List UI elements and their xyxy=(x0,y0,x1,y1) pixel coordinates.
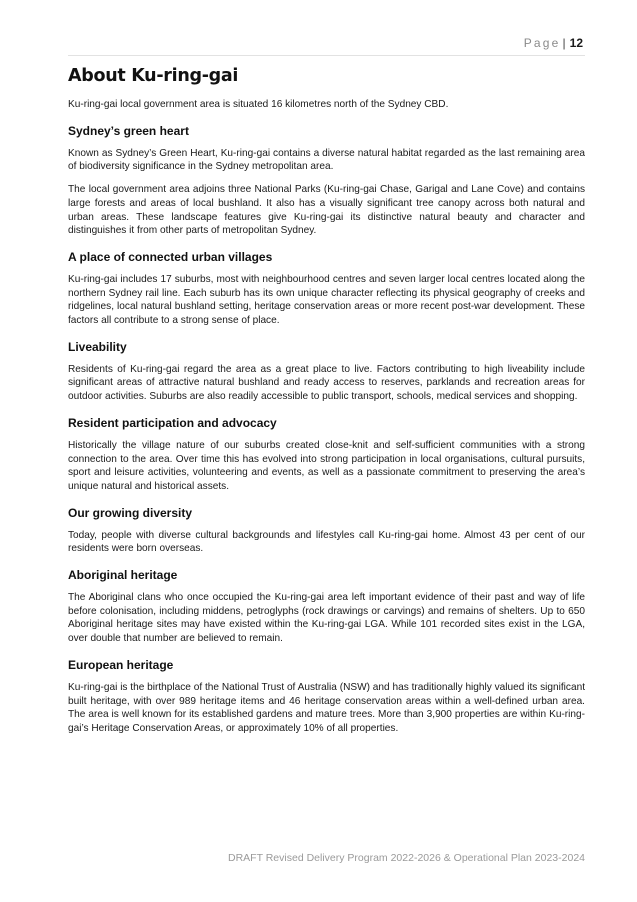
section-heading: A place of connected urban villages xyxy=(68,249,273,264)
section-paragraph: Residents of Ku-ring-gai regard the area as a great place to live. Factors contributing to high liveability include significant areas of attractive natural bushland and ready access to reserves, parklands and recreation areas for outdoor activities. Suburbs are also readily accessible to public transport, schools, medical services and shopping. xyxy=(68,363,585,403)
page-label: Page xyxy=(523,36,561,50)
section-heading: Sydney’s green heart xyxy=(68,123,189,138)
section-growing-diversity xyxy=(68,506,585,556)
section-heading: Aboriginal heritage xyxy=(68,568,178,583)
section-heading: Our growing diversity xyxy=(68,505,193,520)
page-content xyxy=(68,66,585,745)
page-number: 12 xyxy=(569,36,583,50)
section-paragraph: The local government area adjoins three National Parks (Ku-ring-gai Chase, Garigal and Lane Cove) and contains large forests and areas of local bushland. It also has a visually significant tree canopy across both natural and urban areas. These landscape features give Ku-ring-gai its distinctive natural beauty and character and distinguishes it from other parts of metropolitan Sydney. xyxy=(68,184,585,237)
section-aboriginal-heritage xyxy=(68,568,585,646)
section-heading: Resident participation and advocacy xyxy=(68,415,277,430)
section-liveability xyxy=(68,340,585,404)
section-heading: Liveability xyxy=(68,339,127,354)
section-paragraph: Ku-ring-gai includes 17 suburbs, most with neighbourhood centres and seven larger local centres located along the northern Sydney rail line. Each suburb has its own unique character reflecting its physical geography of creeks and ridgelines, local natural bushland setting, heritage conservation areas or more recent post-war development. These factors all contribute to a strong sense of place. xyxy=(68,273,585,327)
page-separator: | xyxy=(562,36,566,50)
section-green-heart xyxy=(68,124,585,238)
section-paragraph: Historically the village nature of our suburbs created close-knit and self-sufficient communities with a strong connection to the area. Over time this has evolved into strong participation in local organisations, cultural pursuits, sport and leisure activities, volunteering and events, as well as a passionate commitment to preserving the area’s unique natural and historical assets. xyxy=(68,439,585,492)
header-divider xyxy=(68,55,585,56)
section-european-heritage xyxy=(68,658,585,736)
section-paragraph: Ku-ring-gai is the birthplace of the National Trust of Australia (NSW) and has traditionally highly valued its significant built heritage, with over 989 heritage items and 46 heritage conservation areas within a well-defined urban area. The area is well known for its established gardens and mature trees. More than 3,900 properties are within Ku-ring-gai’s Heritage Conservation Areas, or approximately 10% of all properties. xyxy=(68,681,585,734)
page-title: About Ku-ring-gai xyxy=(68,66,239,86)
page-footer: DRAFT Revised Delivery Program 2022-2026 & Operational Plan 2023-2024 xyxy=(228,852,585,864)
section-paragraph: Today, people with diverse cultural backgrounds and lifestyles call Ku-ring-gai home. Almost 43 per cent of our residents were born overseas. xyxy=(68,529,585,555)
section-urban-villages xyxy=(68,250,585,328)
section-paragraph: The Aboriginal clans who once occupied the Ku-ring-gai area left important evidence of their past and way of life before colonisation, including middens, petroglyphs (rock drawings or carvings) and remains of shelters. Up to 650 Aboriginal heritage sites may have existed within the Ku-ring-gai LGA. While 101 recorded sites exist in the LGA, over double that number are believed to remain. xyxy=(68,592,585,645)
intro-paragraph: Ku-ring-gai local government area is situated 16 kilometres north of the Sydney CBD. xyxy=(68,99,449,110)
section-heading: European heritage xyxy=(68,657,174,672)
page-header xyxy=(524,36,583,50)
section-resident-participation xyxy=(68,416,585,494)
section-paragraph: Known as Sydney’s Green Heart, Ku-ring-gai contains a diverse natural habitat regarded as the last remaining area of biodiversity significance in the Sydney metropolitan area. xyxy=(68,147,585,173)
